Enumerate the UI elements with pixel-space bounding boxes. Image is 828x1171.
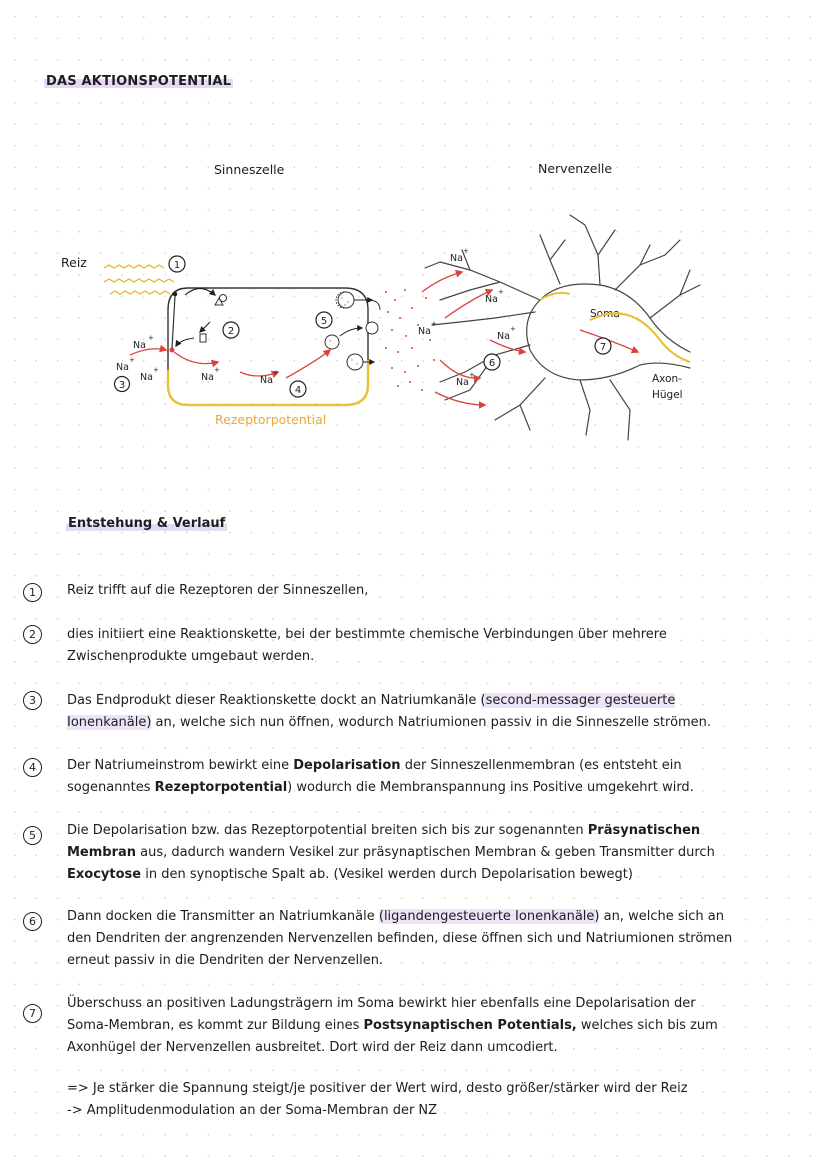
svg-text:3: 3 xyxy=(118,380,126,391)
step-line xyxy=(67,777,767,799)
step-line xyxy=(67,928,767,950)
step-text-1 xyxy=(67,580,767,602)
marker-6 xyxy=(484,354,500,370)
text-segment: Soma-Membran, es kommt zur Bildung eines xyxy=(67,1018,364,1033)
step-line xyxy=(67,646,767,668)
svg-text:+: + xyxy=(148,334,154,342)
bold-term: Postsynaptischen Potentials, xyxy=(363,1018,577,1033)
highlighted-term: (second-messager gesteuerte xyxy=(480,693,676,708)
step-number-6: 6 xyxy=(23,912,42,931)
bold-term: Exocytose xyxy=(67,867,142,882)
svg-text:Na: Na xyxy=(116,362,129,373)
label-sinneszelle: Sinneszelle xyxy=(214,162,285,177)
page-title: DAS AKTIONSPOTENTIAL xyxy=(46,74,232,89)
svg-text:+: + xyxy=(463,247,469,255)
label-nervenzelle: Nervenzelle xyxy=(538,161,613,176)
marker-7 xyxy=(595,338,611,354)
step-text-7 xyxy=(67,993,767,1059)
step-number-7: 7 xyxy=(23,1004,42,1023)
svg-text:+: + xyxy=(469,371,475,379)
conclusion-line-2: -> Amplitudenmodulation an der Soma-Membran der NZ xyxy=(67,1103,438,1118)
step-text-5 xyxy=(67,820,767,886)
step-line xyxy=(67,864,767,886)
text-segment: Axonhügel der Nervenzellen ausbreitet. Dort wird der Reiz dann umcodiert. xyxy=(67,1040,558,1055)
marker-4 xyxy=(290,381,306,397)
svg-text:4: 4 xyxy=(294,385,302,396)
label-reiz: Reiz xyxy=(61,255,87,270)
text-segment: ) wodurch die Membranspannung ins Positive umgekehrt wird. xyxy=(287,780,694,795)
step-text-6 xyxy=(67,906,767,972)
svg-text:+: + xyxy=(214,366,220,374)
text-segment: der Sinneszellenmembran (es entsteht ein xyxy=(400,758,682,773)
text-segment: den Dendriten der angrenzenden Nervenzellen befinden, diese öffnen sich und Natriumionen strömen xyxy=(67,931,733,946)
conclusion xyxy=(67,1078,767,1122)
step-line xyxy=(67,580,767,602)
step-line xyxy=(67,712,767,734)
label-axon: Axon- xyxy=(652,373,682,385)
text-segment: dies initiiert eine Reaktionskette, bei der bestimmte chemische Verbindungen über mehrere xyxy=(67,627,667,642)
stimulus-wave-icon xyxy=(104,265,174,294)
svg-text:Na: Na xyxy=(201,372,214,383)
step-number-3: 3 xyxy=(23,691,42,710)
text-segment: aus, dadurch wandern Vesikel zur präsynaptischen Membran & geben Transmitter durch xyxy=(136,845,715,860)
svg-text:6: 6 xyxy=(488,358,496,369)
svg-text:1: 1 xyxy=(173,260,181,271)
svg-text:5: 5 xyxy=(320,316,328,327)
text-segment: erneut passiv in die Dendriten der Nervenzellen. xyxy=(67,953,384,968)
svg-text:Na: Na xyxy=(140,372,153,383)
step-number-2: 2 xyxy=(23,625,42,644)
svg-text:2: 2 xyxy=(227,326,235,337)
step-line xyxy=(67,1015,767,1037)
svg-text:+: + xyxy=(510,325,516,333)
marker-2 xyxy=(223,322,239,338)
marker-3 xyxy=(115,377,130,392)
text-segment: Das Endprodukt dieser Reaktionskette dockt an Natriumkanäle xyxy=(67,693,481,708)
text-segment: Der Natriumeinstrom bewirkt eine xyxy=(67,758,294,773)
step-text-2 xyxy=(67,624,767,668)
svg-text:Na: Na xyxy=(418,326,431,337)
step-line xyxy=(67,624,767,646)
step-line xyxy=(67,755,767,777)
marker-5 xyxy=(316,312,332,328)
text-segment: welches sich bis zum xyxy=(576,1018,718,1033)
step-number-1: 1 xyxy=(23,583,42,602)
ion-label: Na xyxy=(133,340,146,351)
svg-text:+: + xyxy=(498,288,504,296)
svg-text:+: + xyxy=(431,320,437,328)
svg-text:+: + xyxy=(273,369,279,377)
svg-text:+: + xyxy=(153,366,159,374)
label-soma: Soma xyxy=(590,308,620,320)
step-number-4: 4 xyxy=(23,758,42,777)
svg-text:+: + xyxy=(129,356,135,364)
highlighted-term: (ligandengesteuerte Ionenkanäle) xyxy=(378,909,600,924)
step-line xyxy=(67,842,767,864)
svg-text:Na: Na xyxy=(485,294,498,305)
transmitter-dots xyxy=(385,289,435,391)
step-line xyxy=(67,820,767,842)
text-segment: an, welche sich nun öffnen, wodurch Natriumionen passiv in die Sinneszelle strömen. xyxy=(151,715,712,730)
text-segment: Überschuss an positiven Ladungsträgern im Soma bewirkt hier ebenfalls eine Depolarisation der xyxy=(67,996,696,1011)
vesicles xyxy=(325,292,378,370)
label-rezeptorpotential: Rezeptorpotential xyxy=(215,412,327,427)
svg-text:Na: Na xyxy=(260,375,273,386)
text-segment: sogenanntes xyxy=(67,780,155,795)
text-segment: an, welche sich an xyxy=(599,909,724,924)
svg-text:Na: Na xyxy=(450,253,463,264)
text-segment: in den synoptische Spalt ab. (Vesikel werden durch Depolarisation bewegt) xyxy=(141,867,633,882)
step-line xyxy=(67,690,767,712)
step-line xyxy=(67,906,767,928)
svg-text:7: 7 xyxy=(599,342,607,353)
step-number-5: 5 xyxy=(23,826,42,845)
step-text-3 xyxy=(67,690,767,734)
step-line xyxy=(67,993,767,1015)
label-huegel: Hügel xyxy=(652,389,683,401)
conclusion-line-1: => Je stärker die Spannung steigt/je positiver der Wert wird, desto größer/stärker wird der Reiz xyxy=(67,1081,688,1096)
bold-term: Depolarisation xyxy=(293,758,401,773)
step-line xyxy=(67,950,767,972)
text-segment: Dann docken die Transmitter an Natriumkanäle xyxy=(67,909,379,924)
text-segment: Reiz trifft auf die Rezeptoren der Sinneszellen, xyxy=(67,583,369,598)
text-segment: Die Depolarisation bzw. das Rezeptorpotential breiten sich bis zur sogenannten xyxy=(67,823,588,838)
highlighted-term: Ionenkanäle) xyxy=(67,715,152,730)
text-segment: Zwischenprodukte umgebaut werden. xyxy=(67,649,315,664)
svg-text:Na: Na xyxy=(456,377,469,388)
action-potential-diagram xyxy=(0,0,828,460)
step-line xyxy=(67,1037,767,1059)
svg-text:Na xyxy=(133,340,146,351)
svg-text:Na: Na xyxy=(497,331,510,342)
step-text-4 xyxy=(67,755,767,799)
bold-term: Membran xyxy=(67,845,137,860)
marker-1 xyxy=(169,256,185,272)
bold-term: Präsynatischen xyxy=(587,823,701,838)
section-heading: Entstehung & Verlauf xyxy=(68,516,226,531)
bold-term: Rezeptorpotential xyxy=(154,780,288,795)
